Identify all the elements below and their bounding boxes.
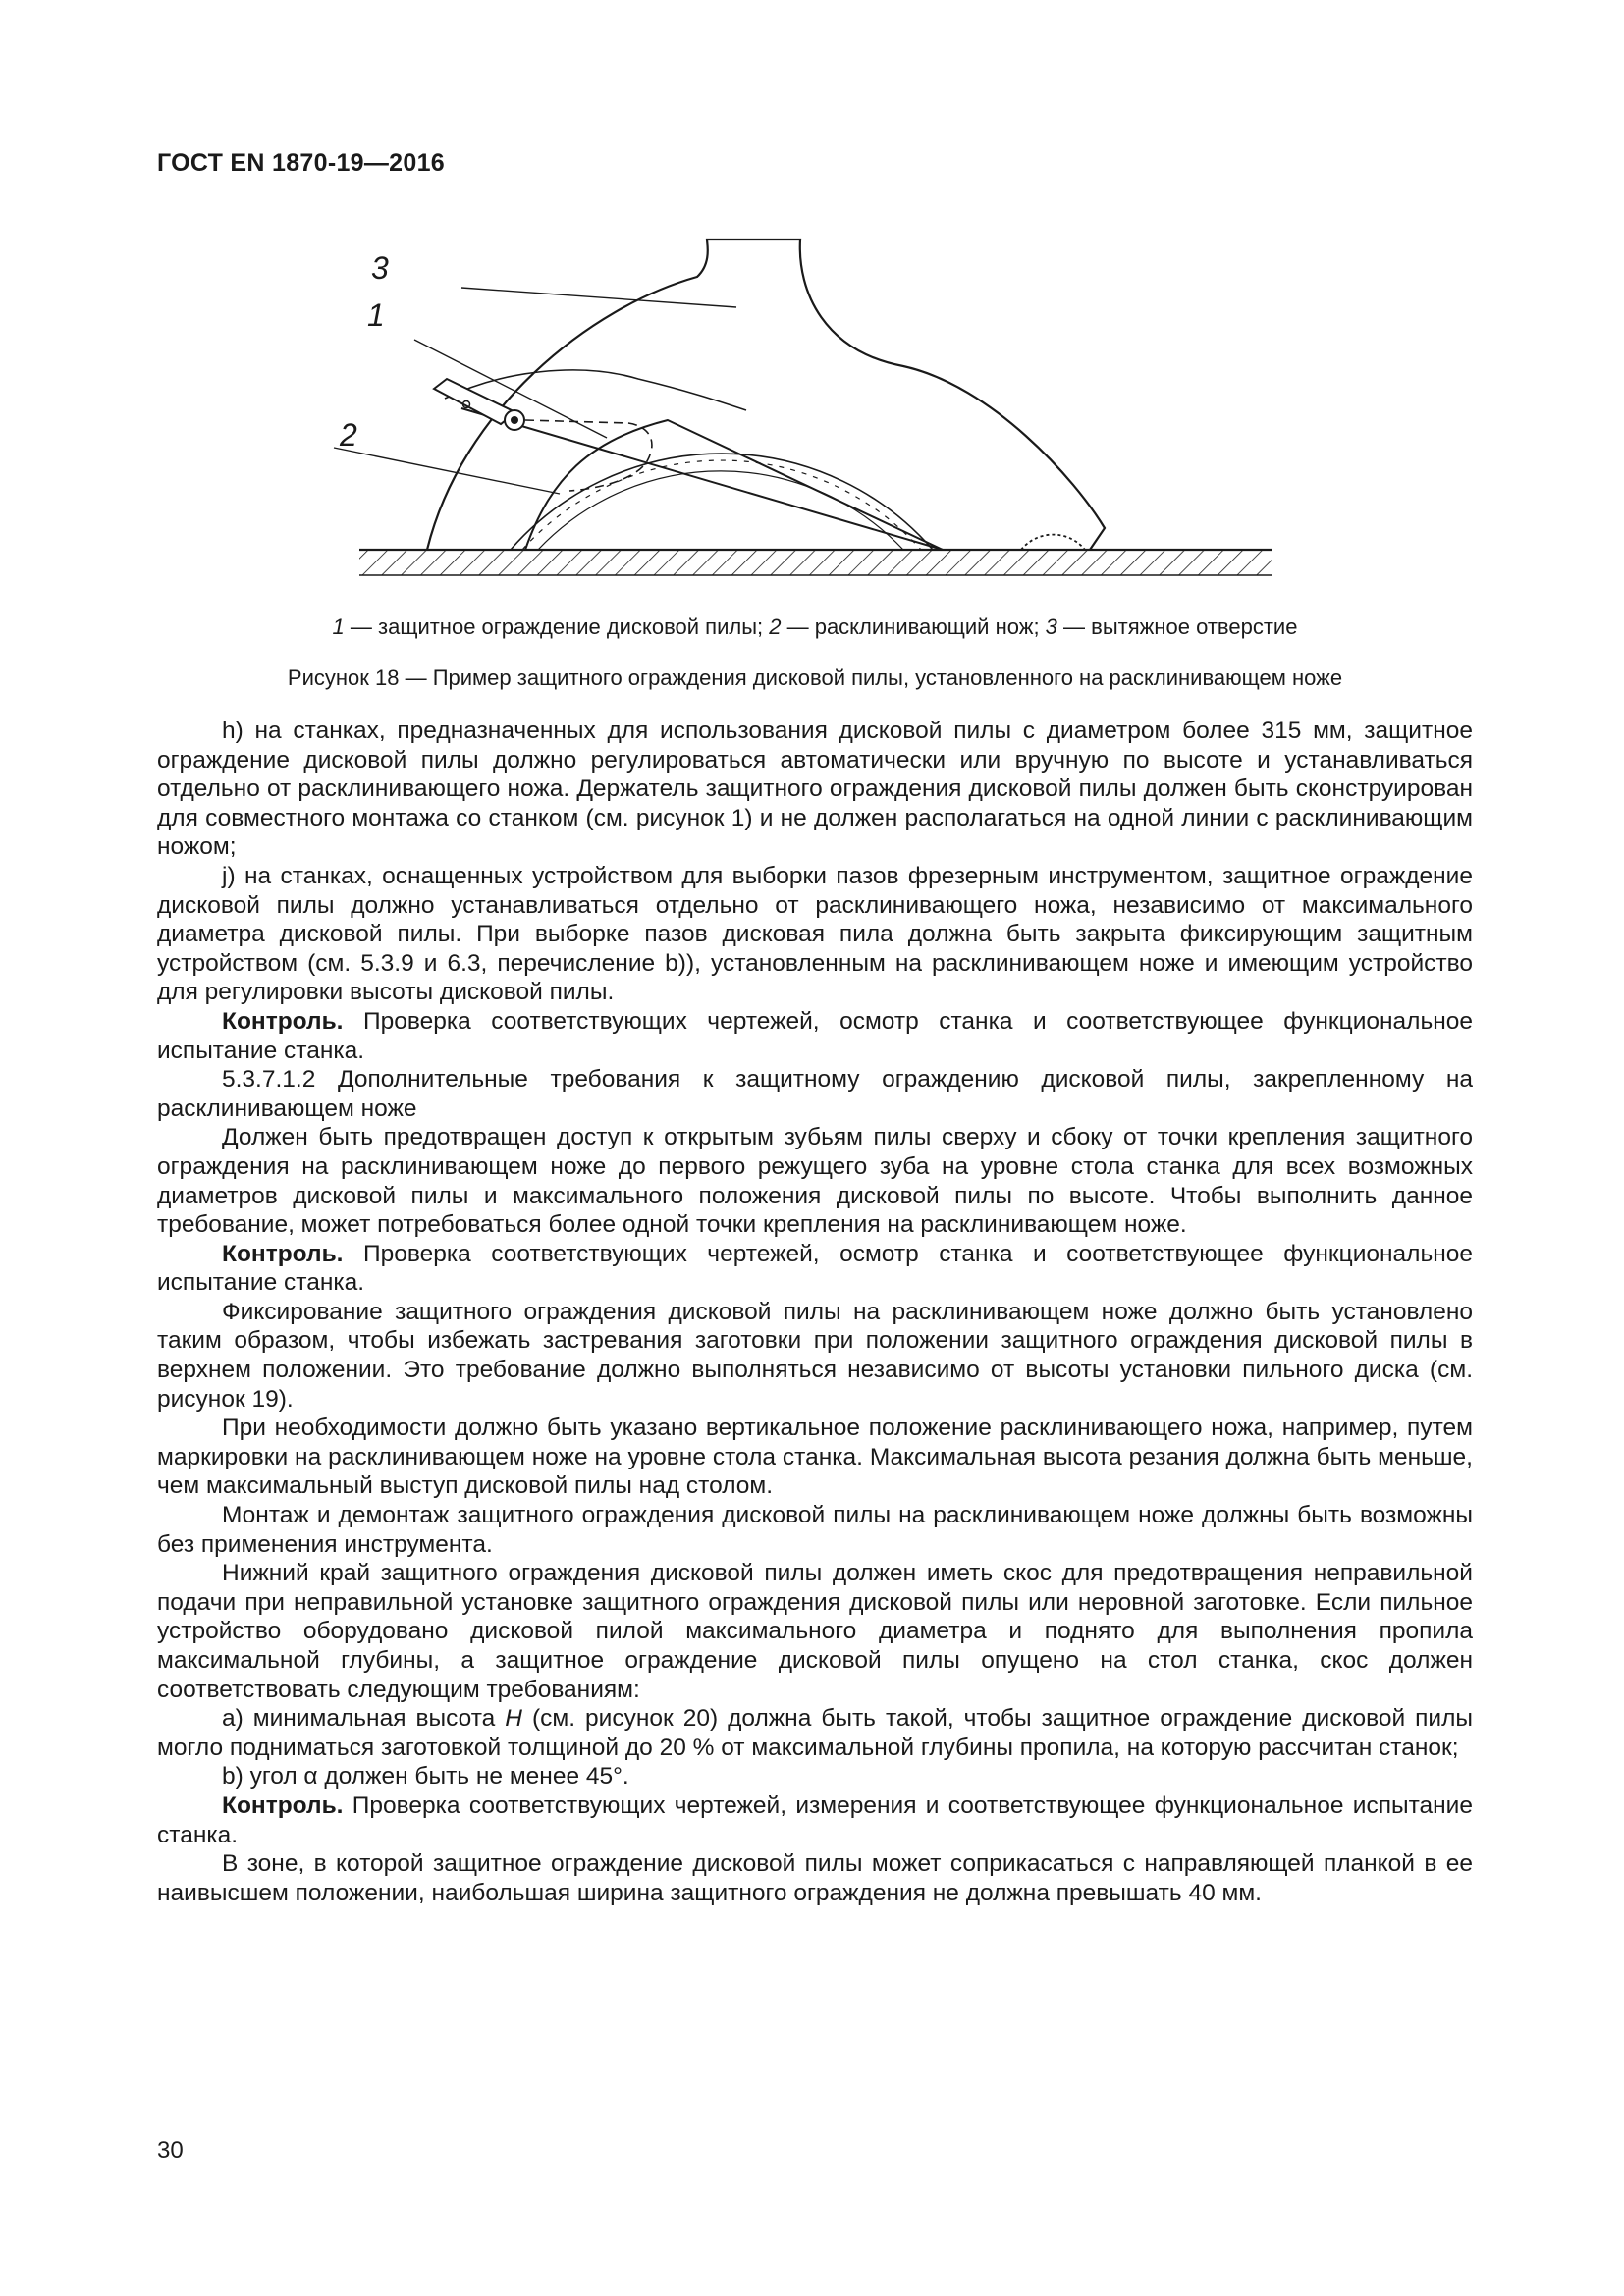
paragraph: Контроль. Проверка соответствующих чертежей, осмотр станка и соответствующее функциональное испытание станка. <box>157 1007 1473 1064</box>
paragraph: j) на станках, оснащенных устройством для выборки пазов фрезерным инструментом, защитное ограждение дисковой пилы должно устанавливаться отдельно от расклинивающего ножа, независимо от максимального диаметра дисковой пилы. При выборке пазов дисковая пила должна быть закрыта фиксирующим защитным устройством (см. 5.3.9 и 6.3, перечисление b)), установленным на расклинивающем ноже и имеющим устройство для регулировки высоты дисковой пилы. <box>157 862 1473 1006</box>
figure-legend: 1 — защитное ограждение дисковой пилы; 2 — расклинивающий нож; 3 — вытяжное отверстие <box>332 614 1298 639</box>
paragraph: Нижний край защитного ограждения дисковой пилы должен иметь скос для предотвращения неправильной подачи при неправильной установке защитного ограждения дисковой пилы или неровной заготовке. Если пильное устройство оборудовано дисковой пилой максимального диаметра и поднято для выполнения пропила максимальной глубины, а защитное ограждение дисковой пилы опущено на стол станка, скос должен соответствовать следующим требованиям: <box>157 1560 1473 1703</box>
page-number: 30 <box>157 2137 184 2163</box>
machine-table <box>359 550 1272 575</box>
paragraph: При необходимости должно быть указано вертикальное положение расклинивающего ножа, например, путем маркировки на расклинивающем ноже на уровне стола станка. Максимальная высота резания должна быть меньше, чем максимальный выступ дисковой пилы над столом. <box>157 1415 1473 1500</box>
paragraph: Фиксирование защитного ограждения дисковой пилы на расклинивающем ноже должно быть установлено таким образом, чтобы избежать застревания заготовки при положении защитного ограждения дисковой пилы в верхнем положении. Это требование должно выполняться независимо от высоты установки пильного диска (см. рисунок 19). <box>157 1298 1473 1413</box>
paragraph: Должен быть предотвращен доступ к открытым зубьям пилы сверху и сбоку от точки крепления защитного ограждения на расклинивающем ноже до первого режущего зуба на уровне стола станка для всех возможных диаметров дисковой пилы и максимального положения дисковой пилы по высоте. Чтобы выполнить данное требование, может потребоваться более одной точки крепления на расклинивающем ноже. <box>157 1124 1473 1239</box>
figure-label-1: 1 <box>367 297 385 333</box>
figure-caption: Рисунок 18 — Пример защитного ограждения дисковой пилы, установленного на расклинивающем ноже <box>287 666 1343 690</box>
figure-label-3: 3 <box>371 250 389 286</box>
body-text <box>157 717 1473 1907</box>
paragraph: Контроль. Проверка соответствующих чертежей, измерения и соответствующее функциональное испытание станка. <box>157 1791 1473 1848</box>
paragraph: Монтаж и демонтаж защитного ограждения дисковой пилы на расклинивающем ноже должны быть возможны без применения инструмента. <box>157 1502 1473 1558</box>
paragraph: В зоне, в которой защитное ограждение дисковой пилы может соприкасаться с направляющей планкой в ее наивысшем положении, наибольшая ширина защитного ограждения не должна превышать 40 мм. <box>157 1850 1473 1906</box>
paragraph: Контроль. Проверка соответствующих чертежей, осмотр станка и соответствующее функциональное испытание станка. <box>157 1240 1473 1297</box>
small-blade <box>1021 535 1085 550</box>
paragraph: b) угол α должен быть не менее 45°. <box>222 1763 629 1790</box>
paragraph: a) минимальная высота H (см. рисунок 20) должна быть такой, чтобы защитное ограждение дисковой пилы могло подниматься заготовкой толщиной до 20 % от максимальной глубины пропила, на которую рассчитан станок; <box>157 1705 1473 1761</box>
document-header: ГОСТ EN 1870-19—2016 <box>157 149 445 177</box>
paragraph: 5.3.7.1.2 Дополнительные требования к защитному ограждению дисковой пилы, закрепленному на расклинивающем ноже <box>157 1066 1473 1122</box>
saw-guard-outline <box>427 240 1105 550</box>
paragraph: h) на станках, предназначенных для использования дисковой пилы с диаметром более 315 мм, защитное ограждение дисковой пилы должно регулироваться автоматически или вручную по высоте и устанавливаться отдельно от расклинивающего ножа. Держатель защитного ограждения дисковой пилы должен быть сконструирован для совместного монтажа со станком (см. рисунок 1) и не должен располагаться на одной линии с расклинивающим ножом; <box>157 718 1473 861</box>
figure-label-2: 2 <box>340 417 357 453</box>
riving-knife <box>525 420 943 550</box>
figure-18-drawing <box>340 234 1286 597</box>
